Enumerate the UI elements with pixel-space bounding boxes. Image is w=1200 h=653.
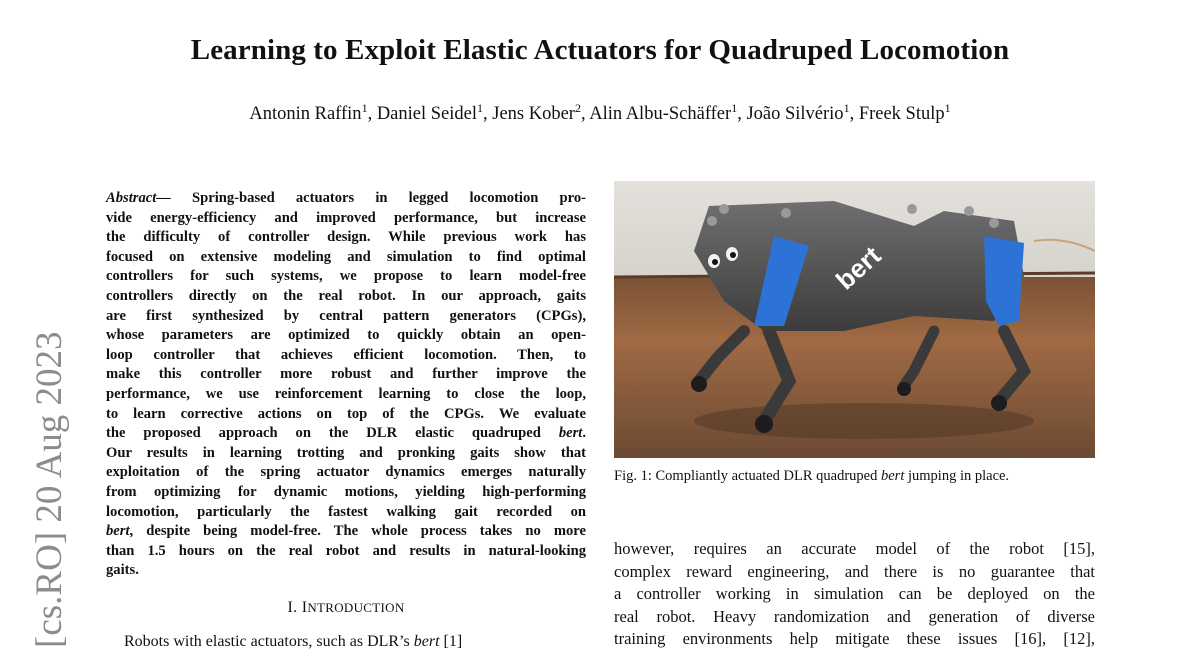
abstract-line: loop controller that achieves efficient locomotion. Then, to xyxy=(106,346,586,363)
affiliation-mark: 1 xyxy=(843,101,850,115)
section-number: I. xyxy=(287,599,298,616)
author-name: Daniel Seidel xyxy=(376,104,477,124)
paper-title: Learning to Exploit Elastic Actuators for Quadruped Locomotion xyxy=(190,34,1010,66)
abstract-line: Our results in learning trotting and pronking gaits show that xyxy=(106,444,586,461)
right-column-text xyxy=(614,538,1095,651)
text-line: complex reward engineering, and there is no guarantee that xyxy=(614,561,1095,581)
abstract-line: bert, despite being model-free. The whole process takes no more xyxy=(106,523,586,540)
affiliation-mark: 1 xyxy=(731,101,738,115)
abstract-line: performance, we use reinforcement learning to close the loop, xyxy=(106,385,586,402)
text-line: a controller working in simulation can be deployed on the xyxy=(614,584,1095,603)
author-name: Antonin Raffin xyxy=(249,104,362,124)
abstract-line: the proposed approach on the DLR elastic quadruped bert. xyxy=(106,425,586,442)
abstract-line: focused on extensive modeling and simulation to find optimal xyxy=(106,248,586,265)
abstract-line: gaits. xyxy=(106,562,139,579)
abstract-line: from optimizing for dynamic motions, yielding high-performing xyxy=(106,483,586,500)
abstract xyxy=(106,189,586,581)
affiliation-mark: 1 xyxy=(944,101,951,115)
text-line: training environments help mitigate these issues [16], [12], xyxy=(614,629,1095,648)
figure-caption: Fig. 1: Compliantly actuated DLR quadruped bert jumping in place. xyxy=(614,468,1010,484)
abstract-line: whose parameters are optimized to quickly obtain an open- xyxy=(106,327,586,344)
author-name: Jens Kober xyxy=(492,104,575,124)
robot-photo xyxy=(614,181,1095,458)
text-line: however, requires an accurate model of the robot [15], xyxy=(614,539,1095,558)
section-title-initial: I xyxy=(301,599,308,616)
affiliation-mark: 1 xyxy=(361,101,368,115)
abstract-line: exploitation of the spring actuator dynamics emerges naturally xyxy=(106,464,586,481)
author-name: João Silvério xyxy=(746,104,844,124)
author-name: Alin Albu-Schäffer xyxy=(589,104,732,124)
intro-paragraph: Robots with elastic actuators, such as DLR’s bert [1] xyxy=(124,633,463,650)
author-list: Antonin Raffin$^1$, Daniel Seidel$^1$, Jens Kober$^2$, Alin Albu-Schäffer$^1$, João Silvério$^1$, Freek Stulp$^1$ xyxy=(249,101,951,124)
abstract-line: vide energy-efficiency and improved performance, but increase xyxy=(106,209,586,226)
text-line: real robot. Heavy randomization and generation of diverse xyxy=(614,606,1095,626)
affiliation-mark: 2 xyxy=(574,101,581,115)
abstract-line: controllers for such systems, we propose to learn model-free xyxy=(106,268,586,285)
section-heading-introduction xyxy=(106,599,586,617)
abstract-line: are first synthesized by central pattern generators (CPGs), xyxy=(106,307,586,324)
abstract-line: controllers directly on the real robot. In our approach, gaits xyxy=(106,287,586,304)
abstract-line: than 1.5 hours on the real robot and results in natural-looking xyxy=(106,542,586,559)
author-name: Freek Stulp xyxy=(858,104,945,124)
abstract-line: make this controller more robust and further improve the xyxy=(106,366,586,383)
robot-label: bert xyxy=(829,240,887,296)
arxiv-side-stamp: [cs.RO] 20 Aug 2023 xyxy=(29,331,70,648)
figure-robot-photo xyxy=(614,181,1095,458)
abstract-line: Abstract— Spring-based actuators in legged locomotion pro- xyxy=(106,190,586,206)
abstract-line: the difficulty of controller design. While previous work has xyxy=(106,229,586,246)
section-title-rest: NTRODUCTION xyxy=(307,600,405,615)
robot-shadow xyxy=(694,403,1034,439)
section-title xyxy=(302,599,405,616)
abstract-label: Abstract— xyxy=(106,190,171,206)
abstract-line: locomotion, particularly the fastest walking gait recorded on xyxy=(106,503,586,520)
affiliation-mark: 1 xyxy=(477,101,483,115)
abstract-line: to learn corrective actions on top of the CPGs. We evaluate xyxy=(106,405,586,422)
